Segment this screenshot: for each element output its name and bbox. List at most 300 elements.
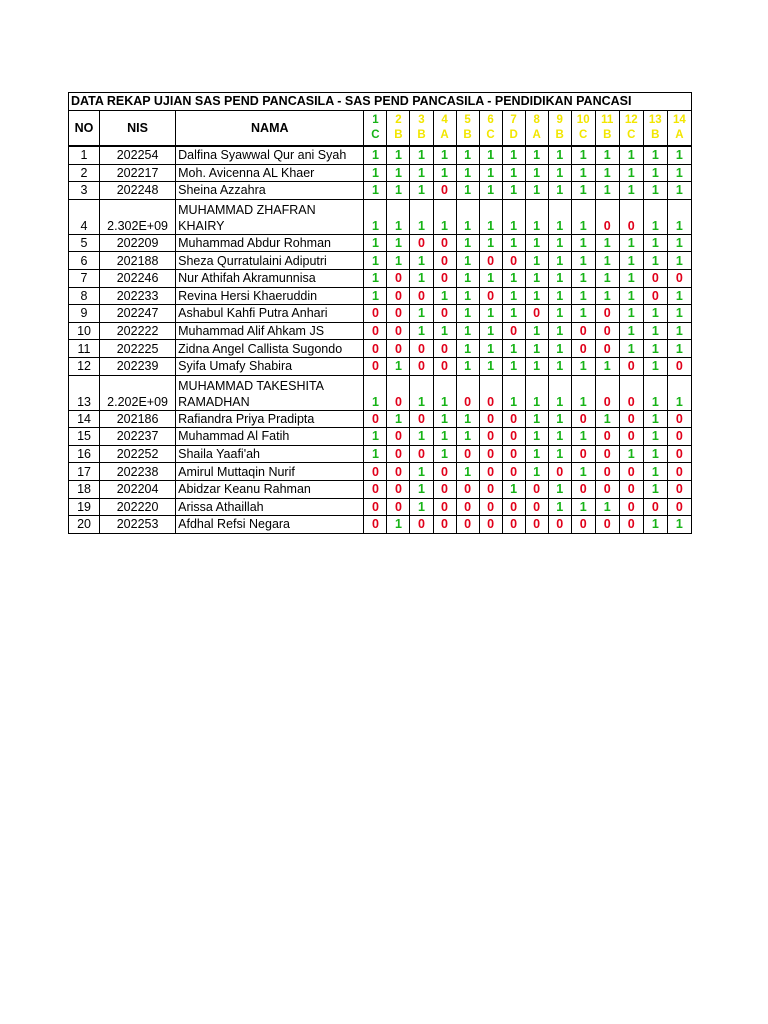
- score-cell: 1: [619, 340, 643, 358]
- score-cell: 1: [502, 357, 525, 375]
- question-header-3: [410, 111, 433, 147]
- question-number: 13: [648, 114, 662, 126]
- score-cell: 0: [433, 234, 456, 252]
- score-cell: 1: [364, 375, 387, 410]
- score-cell: 0: [433, 516, 456, 534]
- score-cell: 1: [387, 199, 410, 234]
- score-cell: 1: [502, 146, 525, 164]
- question-number: 4: [441, 114, 448, 126]
- score-cell: 1: [387, 252, 410, 270]
- score-cell: 1: [479, 182, 502, 200]
- table-row: [69, 305, 692, 323]
- score-cell: 0: [619, 199, 643, 234]
- score-cell: 1: [525, 287, 548, 305]
- table-row: [69, 428, 692, 446]
- score-cell: 1: [667, 234, 691, 252]
- student-nis: 202220: [100, 498, 176, 516]
- row-number: 16: [69, 445, 100, 463]
- score-cell: 1: [456, 305, 479, 323]
- score-cell: 1: [548, 375, 571, 410]
- score-cell: 1: [364, 269, 387, 287]
- score-cell: 0: [387, 322, 410, 340]
- score-cell: 1: [387, 410, 410, 428]
- score-cell: 0: [571, 340, 595, 358]
- score-cell: 0: [364, 357, 387, 375]
- score-cell: 0: [364, 480, 387, 498]
- answer-key: D: [509, 129, 518, 141]
- question-number: 3: [418, 114, 425, 126]
- score-cell: 1: [619, 445, 643, 463]
- score-cell: 0: [619, 463, 643, 481]
- score-cell: 1: [643, 182, 667, 200]
- score-cell: 0: [410, 287, 433, 305]
- score-cell: 1: [548, 357, 571, 375]
- score-cell: 0: [387, 340, 410, 358]
- score-cell: 1: [479, 305, 502, 323]
- score-cell: 0: [456, 375, 479, 410]
- score-cell: 1: [667, 287, 691, 305]
- question-number: 12: [624, 114, 638, 126]
- student-name: Arissa Athaillah: [176, 498, 364, 516]
- score-cell: 1: [571, 498, 595, 516]
- score-cell: 0: [364, 305, 387, 323]
- score-cell: 1: [667, 322, 691, 340]
- score-cell: 0: [387, 428, 410, 446]
- score-cell: 1: [456, 234, 479, 252]
- score-cell: 1: [456, 182, 479, 200]
- score-cell: 0: [619, 516, 643, 534]
- answer-key: B: [651, 129, 660, 141]
- question-number: 8: [533, 114, 540, 126]
- score-cell: 1: [667, 146, 691, 164]
- score-cell: 1: [619, 182, 643, 200]
- score-cell: 1: [525, 182, 548, 200]
- score-cell: 1: [525, 234, 548, 252]
- score-cell: 1: [643, 305, 667, 323]
- student-name: Shaila Yaafi'ah: [176, 445, 364, 463]
- student-name: Sheza Qurratulaini Adiputri: [176, 252, 364, 270]
- score-cell: 1: [548, 322, 571, 340]
- row-number: 20: [69, 516, 100, 534]
- score-cell: 0: [667, 463, 691, 481]
- score-cell: 1: [456, 357, 479, 375]
- score-cell: 1: [667, 164, 691, 182]
- score-cell: 1: [479, 146, 502, 164]
- student-nis: 202248: [100, 182, 176, 200]
- student-nis: 202238: [100, 463, 176, 481]
- score-cell: 0: [479, 375, 502, 410]
- score-cell: 0: [433, 252, 456, 270]
- score-cell: 1: [364, 182, 387, 200]
- score-cell: 1: [667, 305, 691, 323]
- score-cell: 1: [643, 445, 667, 463]
- score-cell: 0: [387, 269, 410, 287]
- row-number: 3: [69, 182, 100, 200]
- score-cell: 0: [387, 498, 410, 516]
- score-cell: 0: [456, 516, 479, 534]
- score-cell: 1: [548, 410, 571, 428]
- score-cell: 0: [433, 340, 456, 358]
- score-cell: 1: [433, 322, 456, 340]
- score-cell: 1: [433, 410, 456, 428]
- score-cell: 1: [456, 164, 479, 182]
- student-nis: 202246: [100, 269, 176, 287]
- answer-key: A: [440, 129, 449, 141]
- row-number: 9: [69, 305, 100, 323]
- student-name: Ashabul Kahfi Putra Anhari: [176, 305, 364, 323]
- score-cell: 1: [619, 269, 643, 287]
- score-cell: 1: [456, 322, 479, 340]
- student-name: MUHAMMAD TAKESHITA RAMADHAN: [176, 375, 364, 410]
- score-cell: 0: [479, 445, 502, 463]
- score-cell: 0: [595, 322, 619, 340]
- table-row: [69, 269, 692, 287]
- row-number: 2: [69, 164, 100, 182]
- score-cell: 1: [479, 164, 502, 182]
- table-row: [69, 463, 692, 481]
- score-cell: 1: [410, 463, 433, 481]
- student-nis: 202247: [100, 305, 176, 323]
- score-cell: 0: [619, 357, 643, 375]
- score-cell: 1: [525, 445, 548, 463]
- score-cell: 1: [548, 199, 571, 234]
- student-nis: 202209: [100, 234, 176, 252]
- score-cell: 1: [433, 164, 456, 182]
- student-name: MUHAMMAD ZHAFRAN KHAIRY: [176, 199, 364, 234]
- table-row: [69, 252, 692, 270]
- score-cell: 1: [433, 428, 456, 446]
- score-cell: 1: [548, 498, 571, 516]
- score-cell: 0: [479, 410, 502, 428]
- student-rows: [69, 146, 692, 533]
- score-cell: 1: [410, 269, 433, 287]
- score-cell: 1: [619, 164, 643, 182]
- score-cell: 0: [571, 516, 595, 534]
- score-cell: 1: [571, 146, 595, 164]
- score-cell: 1: [548, 182, 571, 200]
- table-row: [69, 182, 692, 200]
- student-nis: 202233: [100, 287, 176, 305]
- score-cell: 1: [502, 375, 525, 410]
- score-cell: 1: [364, 146, 387, 164]
- score-cell: 1: [571, 182, 595, 200]
- student-name: Zidna Angel Callista Sugondo: [176, 340, 364, 358]
- score-cell: 1: [595, 252, 619, 270]
- student-name: Rafiandra Priya Pradipta: [176, 410, 364, 428]
- question-header-5: [456, 111, 479, 147]
- row-number: 8: [69, 287, 100, 305]
- table-row: [69, 375, 692, 410]
- score-cell: 0: [387, 445, 410, 463]
- score-cell: 1: [364, 428, 387, 446]
- score-cell: 0: [456, 480, 479, 498]
- score-cell: 0: [619, 498, 643, 516]
- row-number: 19: [69, 498, 100, 516]
- score-cell: 1: [479, 357, 502, 375]
- answer-key: A: [532, 129, 541, 141]
- score-cell: 0: [525, 516, 548, 534]
- title-row: [69, 93, 692, 111]
- score-cell: 0: [433, 269, 456, 287]
- score-cell: 0: [479, 463, 502, 481]
- row-number: 10: [69, 322, 100, 340]
- table-row: [69, 146, 692, 164]
- score-cell: 1: [433, 375, 456, 410]
- score-cell: 1: [502, 480, 525, 498]
- score-cell: 1: [525, 269, 548, 287]
- question-header-7: [502, 111, 525, 147]
- score-cell: 0: [433, 498, 456, 516]
- score-cell: 1: [595, 269, 619, 287]
- score-cell: 1: [571, 463, 595, 481]
- student-name: Muhammad Alif Ahkam JS: [176, 322, 364, 340]
- score-cell: 0: [667, 428, 691, 446]
- score-cell: 0: [548, 516, 571, 534]
- table-row: [69, 516, 692, 534]
- score-cell: 0: [364, 410, 387, 428]
- score-cell: 1: [410, 428, 433, 446]
- col-header-nama: NAMA: [176, 111, 364, 147]
- score-cell: 0: [595, 340, 619, 358]
- score-cell: 1: [525, 463, 548, 481]
- score-cell: 0: [364, 516, 387, 534]
- student-nis: 202222: [100, 322, 176, 340]
- score-cell: 1: [571, 199, 595, 234]
- score-cell: 1: [364, 252, 387, 270]
- row-number: 13: [69, 375, 100, 410]
- score-cell: 1: [410, 164, 433, 182]
- score-cell: 0: [479, 516, 502, 534]
- score-cell: 1: [571, 305, 595, 323]
- student-name: Afdhal Refsi Negara: [176, 516, 364, 534]
- question-number: 5: [464, 114, 471, 126]
- score-cell: 1: [456, 287, 479, 305]
- score-cell: 0: [433, 305, 456, 323]
- question-header-13: [643, 111, 667, 147]
- score-cell: 0: [479, 287, 502, 305]
- score-cell: 0: [364, 463, 387, 481]
- score-cell: 0: [548, 463, 571, 481]
- row-number: 14: [69, 410, 100, 428]
- score-cell: 1: [387, 234, 410, 252]
- score-cell: 1: [548, 445, 571, 463]
- table-row: [69, 164, 692, 182]
- student-name: Syifa Umafy Shabira: [176, 357, 364, 375]
- score-cell: 1: [456, 199, 479, 234]
- score-cell: 1: [571, 357, 595, 375]
- score-cell: 1: [525, 146, 548, 164]
- score-cell: 1: [595, 182, 619, 200]
- score-cell: 1: [410, 498, 433, 516]
- score-cell: 1: [479, 340, 502, 358]
- score-cell: 0: [502, 322, 525, 340]
- question-header-14: [667, 111, 691, 147]
- score-cell: 0: [595, 375, 619, 410]
- score-cell: 1: [410, 252, 433, 270]
- score-cell: 0: [410, 410, 433, 428]
- score-cell: 0: [502, 410, 525, 428]
- score-cell: 1: [364, 445, 387, 463]
- student-nis: 202204: [100, 480, 176, 498]
- score-cell: 1: [456, 269, 479, 287]
- score-cell: 1: [525, 357, 548, 375]
- score-cell: 0: [525, 480, 548, 498]
- score-cell: 1: [667, 375, 691, 410]
- score-cell: 0: [525, 305, 548, 323]
- score-cell: 0: [595, 516, 619, 534]
- score-cell: 0: [571, 410, 595, 428]
- score-cell: 1: [479, 199, 502, 234]
- score-cell: 0: [410, 516, 433, 534]
- question-number: 11: [601, 114, 614, 126]
- score-cell: 1: [643, 375, 667, 410]
- question-header-4: [433, 111, 456, 147]
- score-cell: 1: [456, 146, 479, 164]
- score-cell: 1: [387, 357, 410, 375]
- score-cell: 1: [548, 340, 571, 358]
- score-cell: 1: [571, 164, 595, 182]
- row-number: 5: [69, 234, 100, 252]
- score-cell: 0: [502, 463, 525, 481]
- score-cell: 1: [548, 164, 571, 182]
- score-cell: 1: [433, 199, 456, 234]
- question-number: 10: [576, 114, 590, 126]
- score-cell: 1: [387, 516, 410, 534]
- table-row: [69, 287, 692, 305]
- table-row: [69, 199, 692, 234]
- score-cell: 0: [479, 480, 502, 498]
- score-cell: 1: [525, 252, 548, 270]
- score-cell: 0: [619, 410, 643, 428]
- score-cell: 1: [525, 340, 548, 358]
- score-cell: 1: [667, 252, 691, 270]
- score-cell: 1: [364, 164, 387, 182]
- score-cell: 1: [571, 269, 595, 287]
- score-cell: 1: [502, 199, 525, 234]
- table-row: [69, 480, 692, 498]
- student-name: Moh. Avicenna AL Khaer: [176, 164, 364, 182]
- score-cell: 1: [571, 234, 595, 252]
- score-cell: 1: [643, 410, 667, 428]
- score-cell: 1: [364, 234, 387, 252]
- student-name: Muhammad Abdur Rohman: [176, 234, 364, 252]
- score-cell: 1: [525, 410, 548, 428]
- score-cell: 1: [619, 146, 643, 164]
- score-cell: 1: [502, 182, 525, 200]
- question-number: 9: [556, 114, 563, 126]
- question-header-2: [387, 111, 410, 147]
- answer-key: B: [555, 129, 564, 141]
- score-cell: 0: [364, 340, 387, 358]
- question-header-12: [619, 111, 643, 147]
- score-cell: 1: [410, 305, 433, 323]
- score-cell: 1: [502, 164, 525, 182]
- score-cell: 1: [433, 146, 456, 164]
- score-cell: 0: [502, 428, 525, 446]
- score-cell: 0: [502, 252, 525, 270]
- question-header-11: [595, 111, 619, 147]
- score-cell: 1: [619, 322, 643, 340]
- score-cell: 0: [433, 463, 456, 481]
- score-cell: 1: [548, 480, 571, 498]
- col-header-no: NO: [69, 111, 100, 147]
- score-cell: 1: [571, 428, 595, 446]
- question-number: 2: [395, 114, 402, 126]
- score-cell: 0: [595, 428, 619, 446]
- score-cell: 1: [387, 182, 410, 200]
- student-name: Dalfina Syawwal Qur ani Syah: [176, 146, 364, 164]
- score-cell: 1: [595, 146, 619, 164]
- table-row: [69, 340, 692, 358]
- score-cell: 0: [525, 498, 548, 516]
- col-header-nis: NIS: [100, 111, 176, 147]
- answer-key: C: [627, 129, 636, 141]
- answer-key: B: [417, 129, 426, 141]
- table-row: [69, 357, 692, 375]
- score-cell: 1: [548, 428, 571, 446]
- score-cell: 0: [667, 269, 691, 287]
- score-cell: 1: [410, 480, 433, 498]
- score-cell: 0: [571, 445, 595, 463]
- score-cell: 1: [595, 498, 619, 516]
- row-number: 1: [69, 146, 100, 164]
- score-cell: 1: [619, 305, 643, 323]
- row-number: 17: [69, 463, 100, 481]
- score-cell: 0: [619, 428, 643, 446]
- score-cell: 1: [456, 252, 479, 270]
- table-row: [69, 498, 692, 516]
- student-nis: 202254: [100, 146, 176, 164]
- score-cell: 0: [643, 269, 667, 287]
- score-cell: 0: [387, 305, 410, 323]
- student-name: Amirul Muttaqin Nurif: [176, 463, 364, 481]
- score-cell: 1: [456, 463, 479, 481]
- question-header-8: [525, 111, 548, 147]
- score-cell: 0: [456, 498, 479, 516]
- row-number: 6: [69, 252, 100, 270]
- score-cell: 1: [387, 164, 410, 182]
- score-cell: 0: [667, 410, 691, 428]
- score-cell: 0: [667, 498, 691, 516]
- score-cell: 1: [525, 322, 548, 340]
- score-cell: 0: [502, 516, 525, 534]
- score-cell: 0: [479, 252, 502, 270]
- score-cell: 0: [479, 498, 502, 516]
- header-row: [69, 111, 692, 147]
- score-cell: 1: [643, 322, 667, 340]
- score-cell: 1: [502, 234, 525, 252]
- student-nis: 202186: [100, 410, 176, 428]
- score-cell: 1: [548, 305, 571, 323]
- score-cell: 1: [548, 234, 571, 252]
- row-number: 15: [69, 428, 100, 446]
- score-cell: 1: [667, 199, 691, 234]
- score-cell: 1: [571, 252, 595, 270]
- score-cell: 0: [502, 498, 525, 516]
- table-row: [69, 410, 692, 428]
- score-cell: 0: [387, 480, 410, 498]
- score-cell: 1: [502, 287, 525, 305]
- score-cell: 1: [525, 199, 548, 234]
- score-cell: 1: [595, 234, 619, 252]
- score-cell: 0: [595, 463, 619, 481]
- score-cell: 1: [667, 340, 691, 358]
- score-cell: 0: [643, 498, 667, 516]
- score-cell: 1: [643, 146, 667, 164]
- score-cell: 1: [479, 322, 502, 340]
- score-cell: 1: [643, 252, 667, 270]
- table-row: [69, 322, 692, 340]
